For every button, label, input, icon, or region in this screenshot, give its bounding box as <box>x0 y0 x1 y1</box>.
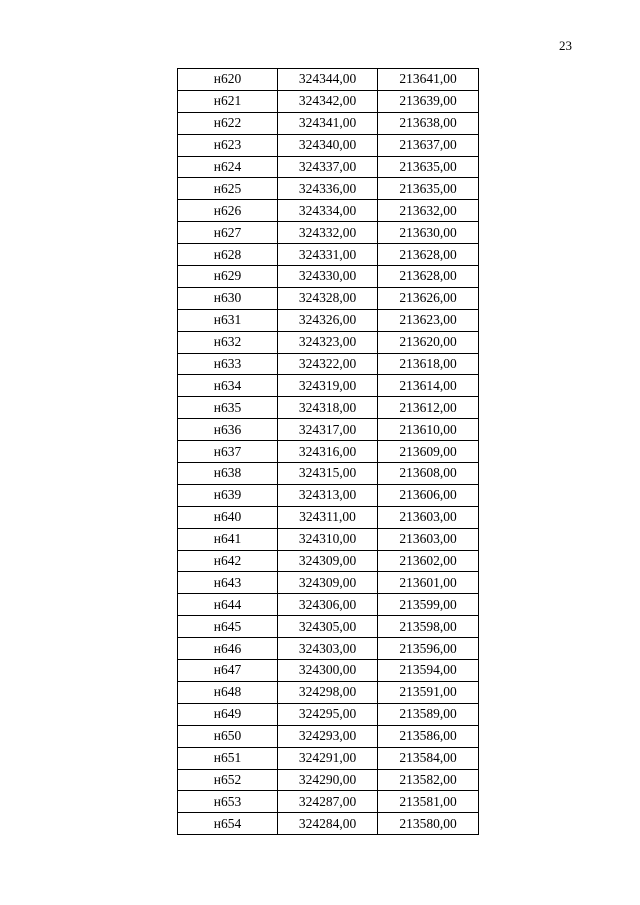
y-coordinate-cell: 213603,00 <box>378 528 479 550</box>
point-id-cell: н637 <box>178 441 278 463</box>
x-coordinate-cell: 324284,00 <box>278 813 378 835</box>
point-id-cell: н622 <box>178 112 278 134</box>
point-id-cell: н653 <box>178 791 278 813</box>
table-row <box>178 791 479 813</box>
point-id-cell: н644 <box>178 594 278 616</box>
table-row <box>178 90 479 112</box>
point-id-cell: н621 <box>178 90 278 112</box>
table-row <box>178 419 479 441</box>
y-coordinate-cell: 213594,00 <box>378 660 479 682</box>
y-coordinate-cell: 213635,00 <box>378 178 479 200</box>
table-row <box>178 331 479 353</box>
x-coordinate-cell: 324291,00 <box>278 747 378 769</box>
y-coordinate-cell: 213606,00 <box>378 484 479 506</box>
y-coordinate-cell: 213603,00 <box>378 506 479 528</box>
point-id-cell: н639 <box>178 484 278 506</box>
y-coordinate-cell: 213641,00 <box>378 69 479 91</box>
y-coordinate-cell: 213628,00 <box>378 244 479 266</box>
y-coordinate-cell: 213589,00 <box>378 703 479 725</box>
x-coordinate-cell: 324334,00 <box>278 200 378 222</box>
x-coordinate-cell: 324313,00 <box>278 484 378 506</box>
table-row <box>178 769 479 791</box>
table-row <box>178 528 479 550</box>
table-row <box>178 222 479 244</box>
y-coordinate-cell: 213626,00 <box>378 287 479 309</box>
x-coordinate-cell: 324306,00 <box>278 594 378 616</box>
table-row <box>178 703 479 725</box>
x-coordinate-cell: 324323,00 <box>278 331 378 353</box>
point-id-cell: н635 <box>178 397 278 419</box>
table-row <box>178 725 479 747</box>
table-row <box>178 397 479 419</box>
point-id-cell: н625 <box>178 178 278 200</box>
table-row <box>178 309 479 331</box>
x-coordinate-cell: 324298,00 <box>278 681 378 703</box>
point-id-cell: н623 <box>178 134 278 156</box>
point-id-cell: н638 <box>178 463 278 485</box>
point-id-cell: н642 <box>178 550 278 572</box>
table-row <box>178 616 479 638</box>
x-coordinate-cell: 324316,00 <box>278 441 378 463</box>
x-coordinate-cell: 324295,00 <box>278 703 378 725</box>
table-row <box>178 550 479 572</box>
table-row <box>178 287 479 309</box>
x-coordinate-cell: 324305,00 <box>278 616 378 638</box>
x-coordinate-cell: 324287,00 <box>278 791 378 813</box>
x-coordinate-cell: 324330,00 <box>278 266 378 288</box>
y-coordinate-cell: 213581,00 <box>378 791 479 813</box>
table-row <box>178 156 479 178</box>
point-id-cell: н632 <box>178 331 278 353</box>
y-coordinate-cell: 213638,00 <box>378 112 479 134</box>
x-coordinate-cell: 324310,00 <box>278 528 378 550</box>
page-number: 23 <box>559 38 572 53</box>
y-coordinate-cell: 213637,00 <box>378 134 479 156</box>
x-coordinate-cell: 324309,00 <box>278 550 378 572</box>
point-id-cell: н626 <box>178 200 278 222</box>
x-coordinate-cell: 324309,00 <box>278 572 378 594</box>
y-coordinate-cell: 213614,00 <box>378 375 479 397</box>
point-id-cell: н650 <box>178 725 278 747</box>
y-coordinate-cell: 213596,00 <box>378 638 479 660</box>
table-row <box>178 660 479 682</box>
table-row <box>178 747 479 769</box>
table-row <box>178 353 479 375</box>
coordinates-table <box>177 68 479 835</box>
point-id-cell: н646 <box>178 638 278 660</box>
point-id-cell: н649 <box>178 703 278 725</box>
point-id-cell: н643 <box>178 572 278 594</box>
table-row <box>178 375 479 397</box>
point-id-cell: н636 <box>178 419 278 441</box>
x-coordinate-cell: 324340,00 <box>278 134 378 156</box>
x-coordinate-cell: 324293,00 <box>278 725 378 747</box>
y-coordinate-cell: 213609,00 <box>378 441 479 463</box>
y-coordinate-cell: 213630,00 <box>378 222 479 244</box>
y-coordinate-cell: 213584,00 <box>378 747 479 769</box>
y-coordinate-cell: 213586,00 <box>378 725 479 747</box>
x-coordinate-cell: 324331,00 <box>278 244 378 266</box>
x-coordinate-cell: 324300,00 <box>278 660 378 682</box>
y-coordinate-cell: 213601,00 <box>378 572 479 594</box>
x-coordinate-cell: 324326,00 <box>278 309 378 331</box>
y-coordinate-cell: 213608,00 <box>378 463 479 485</box>
x-coordinate-cell: 324332,00 <box>278 222 378 244</box>
x-coordinate-cell: 324318,00 <box>278 397 378 419</box>
point-id-cell: н634 <box>178 375 278 397</box>
x-coordinate-cell: 324341,00 <box>278 112 378 134</box>
y-coordinate-cell: 213591,00 <box>378 681 479 703</box>
table-row <box>178 594 479 616</box>
y-coordinate-cell: 213598,00 <box>378 616 479 638</box>
table-row <box>178 134 479 156</box>
point-id-cell: н633 <box>178 353 278 375</box>
point-id-cell: н630 <box>178 287 278 309</box>
x-coordinate-cell: 324344,00 <box>278 69 378 91</box>
x-coordinate-cell: 324319,00 <box>278 375 378 397</box>
point-id-cell: н628 <box>178 244 278 266</box>
table-row <box>178 484 479 506</box>
table-row <box>178 681 479 703</box>
table-row <box>178 244 479 266</box>
point-id-cell: н647 <box>178 660 278 682</box>
table-row <box>178 69 479 91</box>
x-coordinate-cell: 324342,00 <box>278 90 378 112</box>
table-row <box>178 178 479 200</box>
point-id-cell: н627 <box>178 222 278 244</box>
table-row <box>178 638 479 660</box>
point-id-cell: н652 <box>178 769 278 791</box>
coordinates-table-body <box>178 69 479 835</box>
y-coordinate-cell: 213580,00 <box>378 813 479 835</box>
x-coordinate-cell: 324337,00 <box>278 156 378 178</box>
table-row <box>178 463 479 485</box>
table-row <box>178 506 479 528</box>
point-id-cell: н641 <box>178 528 278 550</box>
x-coordinate-cell: 324311,00 <box>278 506 378 528</box>
x-coordinate-cell: 324315,00 <box>278 463 378 485</box>
y-coordinate-cell: 213582,00 <box>378 769 479 791</box>
point-id-cell: н624 <box>178 156 278 178</box>
point-id-cell: н651 <box>178 747 278 769</box>
table-row <box>178 266 479 288</box>
point-id-cell: н654 <box>178 813 278 835</box>
y-coordinate-cell: 213618,00 <box>378 353 479 375</box>
point-id-cell: н648 <box>178 681 278 703</box>
y-coordinate-cell: 213602,00 <box>378 550 479 572</box>
x-coordinate-cell: 324328,00 <box>278 287 378 309</box>
table-row <box>178 112 479 134</box>
point-id-cell: н645 <box>178 616 278 638</box>
x-coordinate-cell: 324303,00 <box>278 638 378 660</box>
x-coordinate-cell: 324290,00 <box>278 769 378 791</box>
point-id-cell: н620 <box>178 69 278 91</box>
point-id-cell: н629 <box>178 266 278 288</box>
point-id-cell: н640 <box>178 506 278 528</box>
x-coordinate-cell: 324317,00 <box>278 419 378 441</box>
y-coordinate-cell: 213632,00 <box>378 200 479 222</box>
table-row <box>178 572 479 594</box>
y-coordinate-cell: 213623,00 <box>378 309 479 331</box>
y-coordinate-cell: 213610,00 <box>378 419 479 441</box>
table-row <box>178 441 479 463</box>
x-coordinate-cell: 324322,00 <box>278 353 378 375</box>
y-coordinate-cell: 213639,00 <box>378 90 479 112</box>
y-coordinate-cell: 213612,00 <box>378 397 479 419</box>
x-coordinate-cell: 324336,00 <box>278 178 378 200</box>
y-coordinate-cell: 213620,00 <box>378 331 479 353</box>
y-coordinate-cell: 213635,00 <box>378 156 479 178</box>
y-coordinate-cell: 213628,00 <box>378 266 479 288</box>
table-row <box>178 200 479 222</box>
y-coordinate-cell: 213599,00 <box>378 594 479 616</box>
point-id-cell: н631 <box>178 309 278 331</box>
table-row <box>178 813 479 835</box>
